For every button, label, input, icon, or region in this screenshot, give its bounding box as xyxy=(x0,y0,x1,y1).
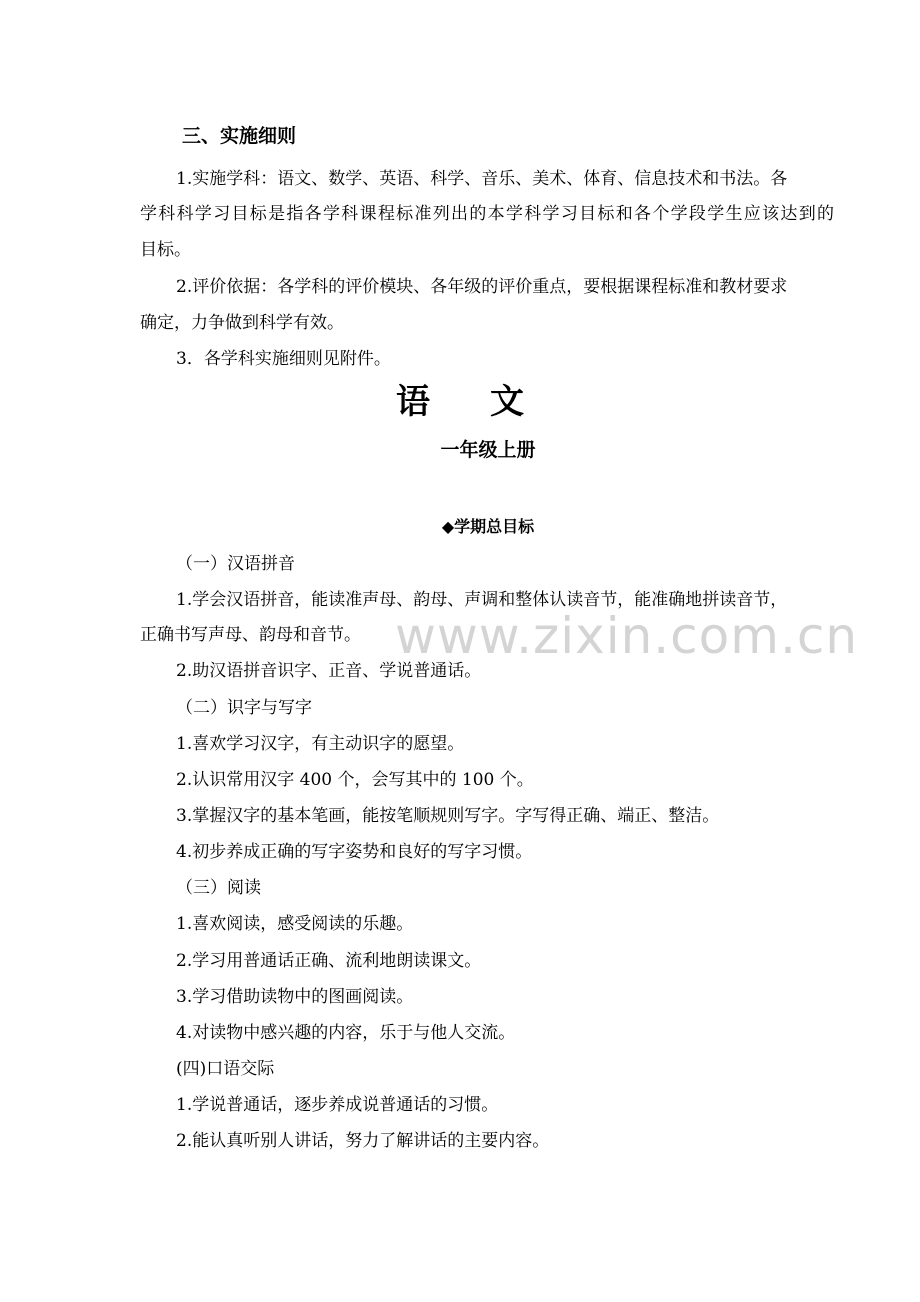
subject-title-char-2: 文 xyxy=(490,382,524,422)
section-item-3: 3．各学科实施细则见附件。 xyxy=(176,349,391,369)
pinyin-item-2: 2.助汉语拼音识字、正音、学说普通话。 xyxy=(176,661,482,681)
literacy-item-1: 1.喜欢学习汉字，有主动识字的愿望。 xyxy=(176,734,465,754)
grade-title: 一年级上册 xyxy=(440,439,536,461)
section-item-2-line-1: 2.评价依据：各学科的评价模块、各年级的评价重点，要根据课程标准和教材要求 xyxy=(176,277,788,297)
reading-heading: （三）阅读 xyxy=(176,878,261,898)
section-heading: 三、实施细则 xyxy=(182,125,297,147)
pinyin-heading: （一）汉语拼音 xyxy=(176,554,295,574)
reading-item-2: 2.学习用普通话正确、流利地朗读课文。 xyxy=(176,951,482,971)
literacy-item-4: 4.初步养成正确的写字姿势和良好的写字习惯。 xyxy=(176,842,533,862)
oral-item-1: 1.学说普通话，逐步养成说普通话的习惯。 xyxy=(176,1095,499,1115)
literacy-item-3: 3.掌握汉字的基本笔画，能按笔顺规则写字。字写得正确、端正、整洁。 xyxy=(176,806,720,826)
goal-heading: ◆学期总目标 xyxy=(441,517,535,536)
literacy-heading: （二）识字与写字 xyxy=(176,698,312,718)
section-item-2-line-2: 确定，力争做到科学有效。 xyxy=(140,313,344,333)
oral-heading: (四)口语交际 xyxy=(176,1059,275,1079)
literacy-item-2: 2.认识常用汉字 400 个，会写其中的 100 个。 xyxy=(176,770,534,790)
reading-item-4: 4.对读物中感兴趣的内容，乐于与他人交流。 xyxy=(176,1023,516,1043)
reading-item-3: 3.学习借助读物中的图画阅读。 xyxy=(176,987,414,1007)
watermark: www.zixin.com.cn xyxy=(395,607,859,665)
section-item-1-line-2: 学科科学习目标是指各学科课程标准列出的本学科学习目标和各个学段学生应该达到的 xyxy=(140,204,834,224)
pinyin-item-1-line-2: 正确书写声母、韵母和音节。 xyxy=(140,625,361,645)
section-item-1-line-3: 目标。 xyxy=(140,240,191,260)
subject-title xyxy=(0,382,920,422)
pinyin-item-1-line-1: 1.学会汉语拼音，能读准声母、韵母、声调和整体认读音节，能准确地拼读音节， xyxy=(176,590,788,610)
oral-item-2: 2.能认真听别人讲话，努力了解讲话的主要内容。 xyxy=(176,1131,550,1151)
section-item-1-line-1: 1.实施学科：语文、数学、英语、科学、音乐、美术、体育、信息技术和书法。各 xyxy=(176,169,788,189)
subject-title-char-1: 语 xyxy=(396,382,430,422)
reading-item-1: 1.喜欢阅读，感受阅读的乐趣。 xyxy=(176,914,414,934)
